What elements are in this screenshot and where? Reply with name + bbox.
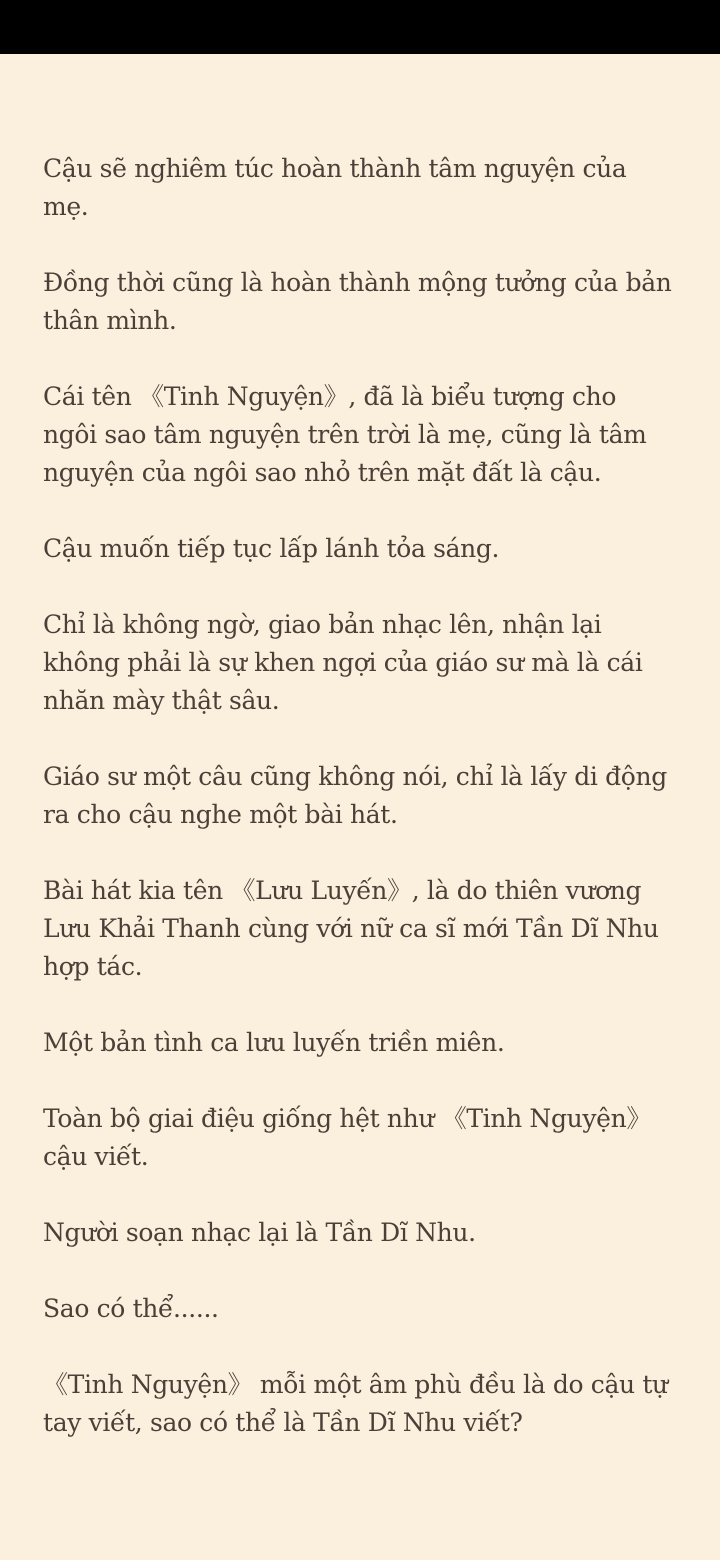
paragraph: Giáo sư một câu cũng không nói, chỉ là lấy di động ra cho cậu nghe một bài hát. bbox=[43, 762, 675, 829]
paragraph: Cậu muốn tiếp tục lấp lánh tỏa sáng. bbox=[43, 534, 500, 563]
paragraph: Toàn bộ giai điệu giống hệt như 《Tinh Nguyện》 cậu viết. bbox=[43, 1104, 659, 1171]
paragraph: Sao có thể...... bbox=[43, 1294, 219, 1323]
paragraph: 《Tinh Nguyện》 mỗi một âm phù đều là do cậu tự tay viết, sao có thể là Tần Dĩ Nhu viết? bbox=[43, 1370, 676, 1437]
paragraph: Cậu sẽ nghiêm túc hoàn thành tâm nguyện của mẹ. bbox=[43, 154, 635, 221]
paragraph: Người soạn nhạc lại là Tần Dĩ Nhu. bbox=[43, 1218, 476, 1247]
reader-content bbox=[43, 150, 680, 1480]
paragraph: Cái tên 《Tinh Nguyện》, đã là biểu tượng cho ngôi sao tâm nguyện trên trời là mẹ, cũng là tâm nguyện của ngôi sao nhỏ trên mặt đất là cậu. bbox=[43, 382, 655, 487]
paragraph: Một bản tình ca lưu luyến triền miên. bbox=[43, 1028, 505, 1057]
paragraph: Đồng thời cũng là hoàn thành mộng tưởng của bản thân mình. bbox=[43, 268, 680, 335]
paragraph: Bài hát kia tên 《Lưu Luyến》, là do thiên vương Lưu Khải Thanh cùng với nữ ca sĩ mới Tần Dĩ Nhu hợp tác. bbox=[43, 876, 667, 981]
paragraph: Chỉ là không ngờ, giao bản nhạc lên, nhận lại không phải là sự khen ngợi của giáo sư mà là cái nhăn mày thật sâu. bbox=[43, 610, 651, 715]
status-bar bbox=[0, 0, 720, 54]
